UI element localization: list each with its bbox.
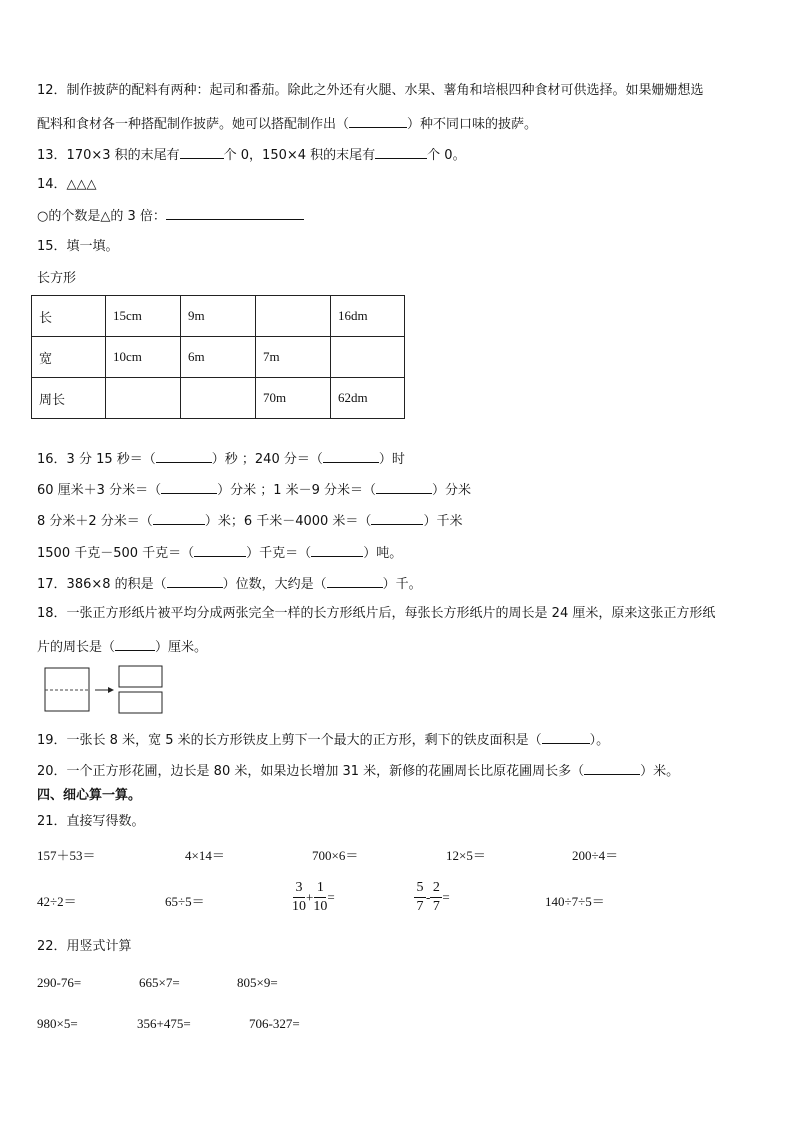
q16-blank-7[interactable] (194, 543, 246, 557)
numerator: 1 (316, 880, 324, 895)
q15-title: 15．填一填。 (37, 239, 119, 254)
numerator: 3 (295, 880, 303, 895)
q14-text: ○的个数是△的 3 倍： (37, 209, 166, 224)
q16-l2-b: ）分米 ；1 米－9 分米＝（ (217, 483, 377, 498)
q17-c: ）千。 (382, 577, 422, 592)
q16-blank-4[interactable] (376, 480, 432, 494)
table-row-width (32, 337, 405, 378)
q21-item: 4×14＝ (185, 848, 225, 863)
q16-line2 (37, 480, 471, 500)
table-cell: 7m (256, 337, 331, 378)
q16-l2-a: 60 厘米＋3 分米＝（ (37, 483, 162, 498)
q17-blank-1[interactable] (167, 574, 223, 588)
q16-l4-c: ）吨。 (363, 546, 403, 561)
q18-line2-prefix: 片的周长是（ (37, 640, 116, 655)
q17 (37, 574, 422, 594)
table-cell: 长 (32, 296, 106, 337)
q21-fraction-add (292, 880, 335, 915)
q22-item: 665×7= (139, 975, 180, 990)
q21-item: 65÷5＝ (165, 894, 205, 909)
table-row-length (32, 296, 405, 337)
q21-item: 12×5＝ (446, 848, 486, 863)
q22-title: 22．用竖式计算 (37, 939, 132, 954)
operator: - (426, 889, 431, 905)
section-heading: 四、细心算一算。 (37, 788, 142, 803)
q12-line2-suffix: ）种不同口味的披萨。 (407, 117, 538, 132)
q16-l3-c: ）千米 (423, 514, 463, 529)
q16-line1 (37, 449, 405, 469)
q16-l3-a: 8 分米＋2 分米＝（ (37, 514, 153, 529)
table-cell: 62dm (331, 378, 405, 419)
q20-a: 20．一个正方形花圃，边长是 80 米，如果边长增加 31 米，新修的花圃周长比原花圃周长多（ (37, 764, 585, 779)
q13-blank-1[interactable] (180, 145, 224, 159)
rect-paper-top (119, 666, 162, 687)
paper-fold-diagram (44, 664, 164, 716)
q22-item: 980×5= (37, 1016, 78, 1031)
arrow-head (108, 687, 114, 693)
q21-fraction-sub (414, 880, 450, 915)
q21-item: 157＋53＝ (37, 848, 96, 863)
equals: = (442, 889, 450, 905)
q18-line2-suffix: ）厘米。 (155, 640, 208, 655)
q13-blank-2[interactable] (375, 145, 427, 159)
q22-item: 290-76= (37, 975, 82, 990)
q19-a: 19．一张长 8 米，宽 5 米的长方形铁皮上剪下一个最大的正方形，剩下的铁皮面积是（ (37, 733, 542, 748)
denominator: 7 (432, 899, 440, 914)
q22-item: 805×9= (237, 975, 278, 990)
fraction (292, 880, 306, 915)
denominator: 10 (292, 899, 306, 914)
q22-item: 706-327= (249, 1016, 300, 1031)
q13-b: 个 0，150×4 积的末尾有 (223, 148, 376, 163)
rect-paper-bottom (119, 692, 162, 713)
table-cell: 宽 (32, 337, 106, 378)
q16-l2-c: ）分米 (432, 483, 472, 498)
q16-blank-8[interactable] (311, 543, 363, 557)
q13 (37, 145, 466, 165)
q16-line3 (37, 511, 462, 531)
numerator: 5 (416, 880, 424, 895)
q16-blank-2[interactable] (323, 449, 379, 463)
q21-item: 140÷7÷5＝ (545, 894, 605, 909)
q12-line2 (37, 114, 537, 134)
denominator: 7 (416, 899, 424, 914)
q19 (37, 730, 609, 750)
q18-line2 (37, 637, 207, 657)
q17-b: ）位数，大约是（ (222, 577, 327, 592)
table-cell: 10cm (106, 337, 181, 378)
fraction (430, 880, 442, 915)
table-row-perimeter (32, 378, 405, 419)
q16-l1-b: ）秒 ；240 分＝（ (211, 452, 323, 467)
q19-answer-blank[interactable] (542, 730, 590, 744)
q18-line1: 18．一张正方形纸片被平均分成两张完全一样的长方形纸片后，每张长方形纸片的周长是 24 厘米，原来这张正方形纸 (37, 606, 716, 621)
q17-a: 17．386×8 的积是（ (37, 577, 167, 592)
q16-l3-b: ）米；6 千米－4000 米＝（ (204, 514, 372, 529)
q16-blank-5[interactable] (153, 511, 205, 525)
fraction (313, 880, 327, 915)
q14-answer-blank[interactable] (166, 206, 304, 220)
q12-line1: 12．制作披萨的配料有两种：起司和番茄。除此之外还有火腿、水果、薯角和培根四种食材可供选择。如果姗姗想选 (37, 83, 704, 98)
q16-blank-1[interactable] (156, 449, 212, 463)
q16-line4 (37, 543, 402, 563)
q16-blank-3[interactable] (161, 480, 217, 494)
table-cell-blank[interactable] (331, 337, 405, 378)
table-cell: 16dm (331, 296, 405, 337)
q21-item: 700×6＝ (312, 848, 359, 863)
q16-l1-a: 16．3 分 15 秒＝（ (37, 452, 156, 467)
q19-b: ）。 (589, 733, 610, 748)
q16-l4-b: ）千克＝（ (246, 546, 312, 561)
equals: = (327, 889, 335, 905)
denominator: 10 (313, 899, 328, 914)
q17-blank-2[interactable] (327, 574, 383, 588)
q18-answer-blank[interactable] (115, 637, 155, 651)
fraction (414, 880, 426, 915)
q12-answer-blank[interactable] (349, 114, 407, 128)
q21-item: 200÷4＝ (572, 848, 619, 863)
table-cell: 6m (181, 337, 256, 378)
q14-shapes: 14．△△△ (37, 177, 97, 192)
table-cell: 周长 (32, 378, 106, 419)
q20-answer-blank[interactable] (584, 761, 640, 775)
q16-blank-6[interactable] (371, 511, 423, 525)
table-cell-blank[interactable] (106, 378, 181, 419)
table-cell: 9m (181, 296, 256, 337)
q20 (37, 761, 679, 781)
table-cell-blank[interactable] (181, 378, 256, 419)
q22-item: 356+475= (137, 1016, 191, 1031)
q13-a: 13．170×3 积的末尾有 (37, 148, 180, 163)
q21-item: 42÷2＝ (37, 894, 77, 909)
numerator: 2 (432, 880, 440, 895)
q12-line2-prefix: 配料和食材各一种搭配制作披萨。她可以搭配制作出（ (37, 117, 350, 132)
q20-b: ）米。 (640, 764, 680, 779)
q13-c: 个 0。 (427, 148, 466, 163)
q16-l4-a: 1500 千克－500 千克＝（ (37, 546, 195, 561)
table-cell: 70m (256, 378, 331, 419)
q14-question (37, 206, 304, 226)
q21-title: 21．直接写得数。 (37, 814, 145, 829)
table-cell-blank[interactable] (256, 296, 331, 337)
table-cell: 15cm (106, 296, 181, 337)
operator: + (306, 889, 314, 905)
q16-l1-c: ）时 (378, 452, 405, 467)
q15-caption: 长方形 (37, 271, 77, 286)
rectangle-table (31, 295, 405, 419)
